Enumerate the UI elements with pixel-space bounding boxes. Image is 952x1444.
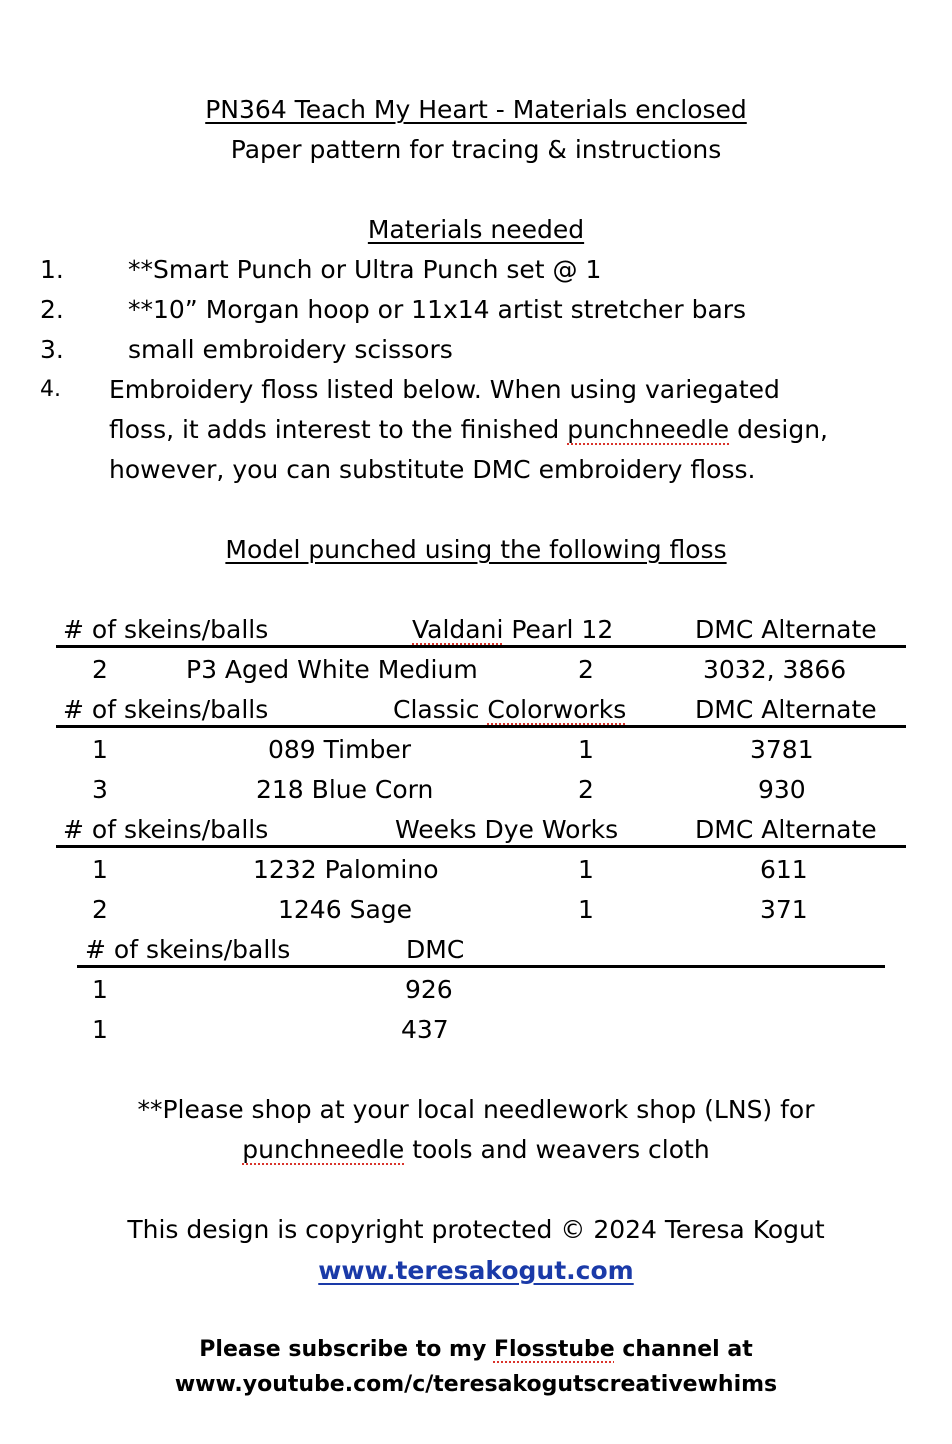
shop-note-continued: punchneedle tools and weavers cloth	[242, 1135, 710, 1164]
floss-heading-text: Model punched using the following floss	[225, 535, 727, 564]
list-number: 2.	[40, 295, 64, 324]
dmc-qty-cell: 2	[578, 655, 594, 684]
column-header: DMC Alternate	[695, 695, 877, 724]
spellcheck-word: punchneedle	[567, 415, 730, 444]
list-text-continued: however, you can substitute DMC embroidery floss.	[109, 455, 756, 484]
qty-cell: 2	[92, 895, 108, 924]
floss-name-cell: 089 Timber	[268, 735, 411, 764]
dmc-cell: 437	[401, 1015, 449, 1044]
copyright-notice: This design is copyright protected © 2024 Teresa Kogut	[127, 1215, 825, 1244]
dmc-cell: 926	[405, 975, 453, 1004]
materials-heading	[0, 214, 952, 246]
list-text: **Smart Punch or Ultra Punch set @ 1	[128, 255, 602, 284]
column-header: # of skeins/balls	[63, 815, 269, 844]
dmc-qty-cell: 1	[578, 735, 594, 764]
dmc-cell: 611	[760, 855, 808, 884]
list-text: Embroidery floss listed below. When using variegated	[109, 375, 780, 404]
dmc-cell: 371	[760, 895, 808, 924]
header-rule	[56, 725, 906, 728]
list-text: small embroidery scissors	[128, 335, 453, 364]
qty-cell: 1	[92, 855, 108, 884]
floss-name-cell: 1246 Sage	[278, 895, 413, 924]
list-number: 3.	[40, 335, 64, 364]
column-header: # of skeins/balls	[63, 615, 269, 644]
dmc-cell: 930	[758, 775, 806, 804]
spellcheck-word: punchneedle	[242, 1135, 405, 1164]
floss-heading	[0, 534, 952, 566]
floss-name-cell: 1232 Palomino	[253, 855, 439, 884]
list-number: 4.	[40, 377, 61, 402]
header-rule	[56, 845, 906, 848]
header-rule	[77, 965, 885, 968]
title-text: PN364 Teach My Heart - Materials enclosed	[205, 95, 747, 124]
shop-note: **Please shop at your local needlework shop (LNS) for	[137, 1095, 815, 1124]
column-header: Valdani Pearl 12	[412, 615, 614, 644]
qty-cell: 2	[92, 655, 108, 684]
dmc-qty-cell: 1	[578, 895, 594, 924]
column-header: DMC	[406, 935, 465, 964]
dmc-cell: 3032, 3866	[703, 655, 847, 684]
dmc-qty-cell: 1	[578, 855, 594, 884]
dmc-qty-cell: 2	[578, 775, 594, 804]
qty-cell: 1	[92, 735, 108, 764]
column-header: Classic Colorworks	[393, 695, 627, 724]
column-header: Weeks Dye Works	[395, 815, 619, 844]
website-link-row	[0, 1255, 952, 1287]
header-rule	[56, 645, 906, 648]
youtube-url: www.youtube.com/c/teresakogutscreativewhims	[174, 1372, 778, 1397]
column-header: # of skeins/balls	[85, 935, 291, 964]
website-link[interactable]: www.teresakogut.com	[318, 1256, 634, 1285]
floss-name-cell: P3 Aged White Medium	[186, 655, 478, 684]
qty-cell: 1	[92, 1015, 108, 1044]
dmc-cell: 3781	[750, 735, 814, 764]
qty-cell: 1	[92, 975, 108, 1004]
floss-name-cell: 218 Blue Corn	[256, 775, 434, 804]
column-header: DMC Alternate	[695, 815, 877, 844]
materials-heading-text: Materials needed	[367, 215, 585, 244]
document-subtitle: Paper pattern for tracing & instructions	[230, 135, 722, 164]
column-header: # of skeins/balls	[63, 695, 269, 724]
qty-cell: 3	[92, 775, 108, 804]
subscribe-note: Please subscribe to my Flosstube channel at	[199, 1337, 753, 1362]
column-header: DMC Alternate	[695, 615, 877, 644]
list-number: 1.	[40, 255, 64, 284]
spellcheck-word: Flosstube	[493, 1337, 615, 1362]
list-text-continued: floss, it adds interest to the finished punchneedle design,	[109, 415, 828, 444]
list-text: **10” Morgan hoop or 11x14 artist stretcher bars	[128, 295, 747, 324]
document-title	[0, 94, 952, 126]
